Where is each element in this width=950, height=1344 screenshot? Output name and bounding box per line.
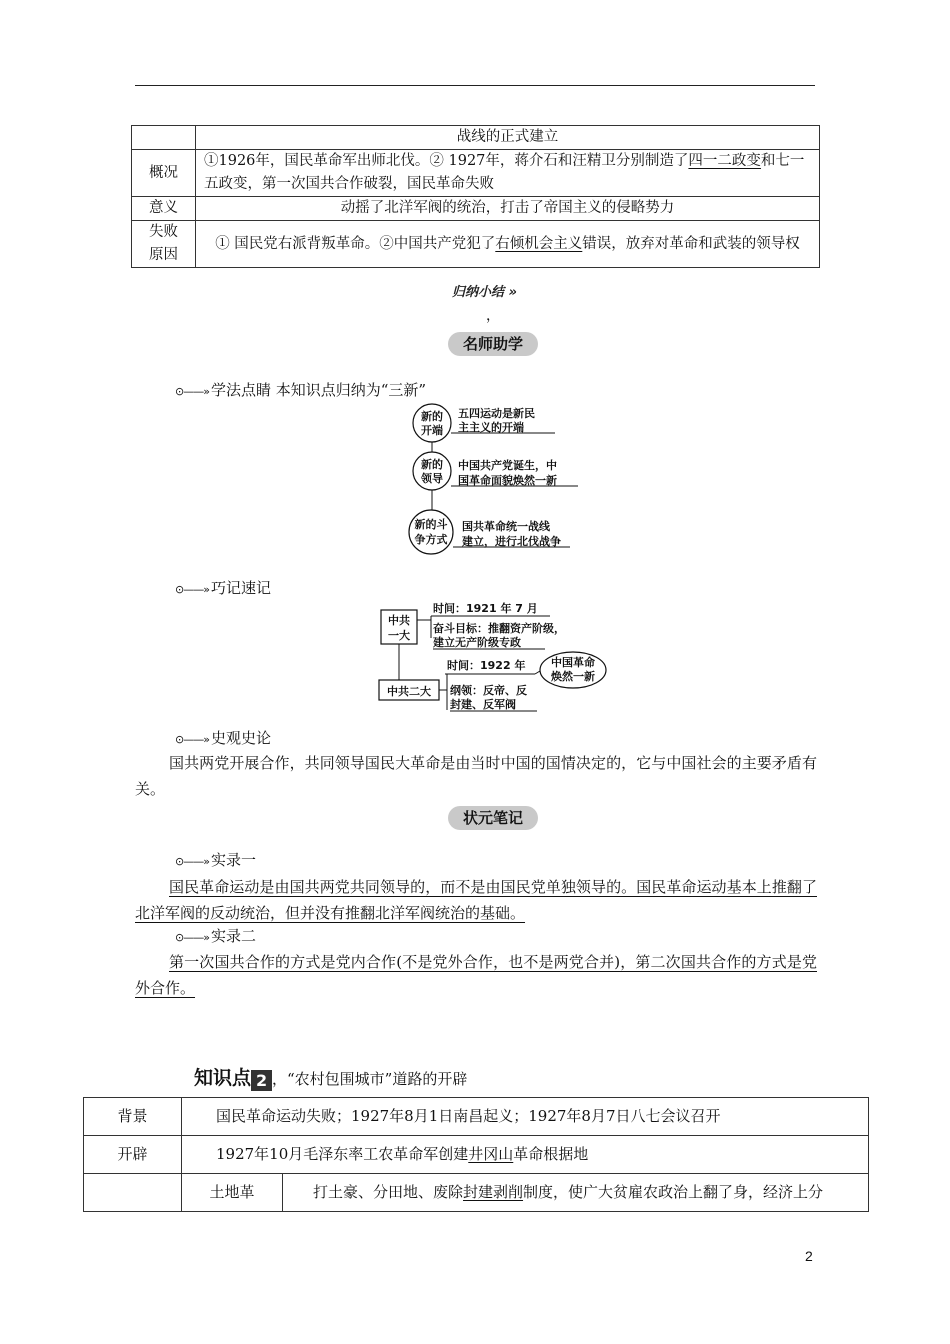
underlined-term: 右倾机会主义 [495, 235, 583, 252]
table-row [132, 150, 820, 197]
svg-text:建立，进行北伐战争: 建立，进行北伐战争 [462, 535, 561, 548]
svg-text:开端: 开端 [421, 424, 443, 437]
svg-text:建立无产阶级专政: 建立无产阶级专政 [433, 636, 521, 649]
table-cell: ① 国民党右派背叛革命。②中国共产党犯了右倾机会主义错误，放弃对革命和武装的领导权 [196, 221, 820, 268]
heading-shilu-2: ⊙——» 实录二 [175, 927, 256, 945]
heading-shilu-1: ⊙——» 实录一 [175, 851, 256, 869]
svg-text:新的斗: 新的斗 [414, 518, 448, 531]
number-badge: 2 [251, 1070, 272, 1091]
knowledge-point-heading: 知识点 2 ，“农村包围城市”道路的开辟 [194, 1067, 468, 1090]
underlined-term: 四一二政变 [688, 153, 761, 169]
underlined-term: 井冈山 [468, 1145, 514, 1163]
sub-label: 土地革 [182, 1174, 283, 1212]
svg-text:时间：1921 年 7 月: 时间：1921 年 7 月 [433, 602, 538, 615]
row-label: 开辟 [84, 1136, 182, 1174]
arrow-bullet-icon: ⊙——» [175, 733, 209, 746]
diagram-node [413, 452, 578, 490]
table-row [132, 197, 820, 221]
diagram-node [409, 510, 570, 554]
table-cell: 1927年10月毛泽东率工农革命军创建井冈山革命根据地 [182, 1136, 869, 1174]
page-number: 2 [805, 1248, 813, 1264]
svg-text:中国共产党诞生，中: 中国共产党诞生，中 [458, 459, 557, 472]
svg-text:中共: 中共 [388, 614, 410, 627]
svg-text:国共革命统一战线: 国共革命统一战线 [462, 520, 550, 533]
table-rural-encircle [83, 1097, 869, 1212]
table-cell: 打土豪、分田地、废除封建剥削制度，使广大贫雇农政治上翻了身，经济上分 [283, 1174, 869, 1212]
table-cell: 动摇了北洋军阀的统治，打击了帝国主义的侵略势力 [196, 197, 820, 221]
table-revolution-summary [131, 125, 820, 268]
svg-text:五四运动是新民: 五四运动是新民 [458, 407, 535, 420]
underlined-term: 封建剥削 [463, 1183, 524, 1201]
table-row [84, 1098, 869, 1136]
table-cell: 国民革命运动失败；1927年8月1日南昌起义；1927年8月7日八七会议召开 [182, 1098, 869, 1136]
svg-text:封建、反军阀: 封建、反军阀 [450, 698, 516, 711]
diagram-three-new [400, 400, 600, 560]
svg-text:中国革命: 中国革命 [551, 656, 595, 669]
svg-text:时间：1922 年: 时间：1922 年 [447, 659, 526, 672]
table-cell: ①1926年，国民革命军出师北伐。② 1927年，蒋介石和汪精卫分别制造了四一二政变和七一五政变，第一次国共合作破裂，国民革命失败 [196, 150, 820, 197]
row-label: 意义 [132, 197, 196, 221]
summary-label: 归纳小结 » [452, 285, 517, 300]
table-cell: 战线的正式建立 [196, 126, 820, 150]
diagram-ccp-congresses [375, 598, 615, 716]
arrow-bullet-icon: ⊙——» [175, 583, 209, 596]
paragraph-shilu-1: 国民革命运动是由国共两党共同领导的，而不是由国民党单独领导的。国民革命运动基本上推翻了北洋军阀的反动统治，但并没有推翻北洋军阀统治的基础。 [135, 878, 817, 922]
arrow-bullet-icon: ⊙——» [175, 931, 209, 944]
heading-qiaoji: ⊙——» 巧记速记 [175, 579, 271, 597]
arrow-bullet-icon: ⊙——» [175, 855, 209, 868]
svg-text:领导: 领导 [421, 472, 443, 485]
svg-text:焕然一新: 焕然一新 [551, 670, 595, 683]
svg-text:主主义的开端: 主主义的开端 [458, 421, 524, 434]
svg-text:国革命面貌焕然一新: 国革命面貌焕然一新 [458, 474, 557, 487]
svg-text:争方式: 争方式 [414, 533, 448, 546]
svg-text:一大: 一大 [388, 629, 410, 642]
heading-shiguan: ⊙——» 史观史论 [175, 729, 271, 747]
diagram-node [413, 404, 555, 442]
section-title-mingshi: 名师助学 [448, 332, 538, 356]
header-rule [135, 85, 815, 86]
paragraph-shilu-2: 第一次国共合作的方式是党内合作(不是党外合作，也不是两党合并)，第二次国共合作的方式是党外合作。 [135, 953, 817, 997]
table-row [132, 221, 820, 268]
stray-comma: ， [486, 308, 500, 324]
row-label: 失败 原因 [132, 221, 196, 268]
svg-text:新的: 新的 [421, 458, 443, 471]
svg-text:奋斗目标：推翻资产阶级，: 奋斗目标：推翻资产阶级， [433, 622, 565, 635]
paragraph-shiguan: 国共两党开展合作，共同领导国民大革命是由当时中国的国情决定的，它与中国社会的主要矛盾有关。 [135, 754, 817, 798]
row-label: 背景 [84, 1098, 182, 1136]
table-row [132, 126, 820, 150]
heading-xuefa: ⊙——» 学法点睛 本知识点归纳为“三新” [175, 381, 427, 399]
svg-text:新的: 新的 [421, 410, 443, 423]
table-row [84, 1136, 869, 1174]
table-row [84, 1174, 869, 1212]
section-title-zhuangyuan: 状元笔记 [448, 806, 538, 830]
arrow-bullet-icon: ⊙——» [175, 385, 209, 398]
svg-text:纲领：反帝、反: 纲领：反帝、反 [450, 684, 527, 697]
row-label: 概况 [132, 150, 196, 197]
svg-text:中共二大: 中共二大 [387, 685, 431, 698]
